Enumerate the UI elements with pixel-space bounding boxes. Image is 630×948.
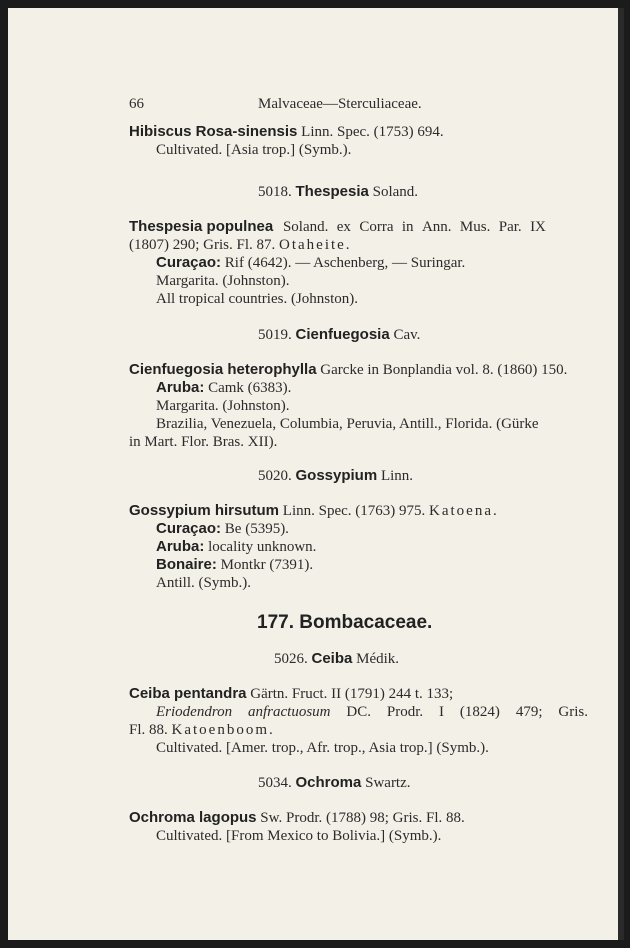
locality-label: Curaçao:	[156, 520, 222, 537]
family-heading-bombacaceae	[257, 612, 432, 634]
citation-word: (1824)	[459, 704, 500, 720]
distribution-line: Cultivated. [From Mexico to Bolivia.] (Symb.).	[156, 828, 442, 844]
genus-name: Ochroma	[295, 774, 362, 791]
citation-word: ex	[336, 219, 351, 235]
species-name: Thespesia populnea	[129, 218, 274, 235]
locality-text: Montkr (7391).	[216, 557, 314, 573]
citation: Linn. Spec. (1763) 975.	[279, 503, 430, 519]
book-page	[8, 8, 624, 940]
distribution-line: Antill. (Symb.).	[156, 575, 252, 591]
entry-hibiscus	[129, 123, 444, 141]
genus-name: Gossypium	[295, 467, 378, 484]
citation: Garcke in Bonplandia vol. 8. (1860) 150.	[316, 362, 568, 378]
distribution-line: Brazilia, Venezuela, Columbia, Peruvia, Antill., Florida. (Gürke	[156, 416, 539, 432]
genus-author: Soland.	[368, 184, 419, 200]
genus-author: Linn.	[377, 468, 414, 484]
citation: Gärtn. Fruct. II (1791) 244 t. 133;	[246, 686, 454, 702]
vernacular-name: Katoenboom.	[171, 722, 275, 738]
locality-line	[156, 254, 465, 272]
genus-heading-gossypium	[258, 467, 413, 485]
genus-author: Cav.	[389, 327, 421, 343]
citation-word: I	[439, 704, 445, 720]
distribution-line: Cultivated. [Amer. trop., Afr. trop., Asia trop.] (Symb.).	[156, 740, 489, 756]
locality-text: Camk (6383).	[204, 380, 292, 396]
synonym-line	[156, 703, 588, 721]
genus-name: Ceiba	[311, 650, 353, 667]
locality-label: Aruba:	[156, 538, 205, 555]
locality-line: Margarita. (Johnston).	[156, 273, 290, 289]
citation-word: Prodr.	[386, 704, 424, 720]
distribution-line: in Mart. Flor. Bras. XII).	[129, 434, 278, 450]
species-name: Cienfuegosia heterophylla	[129, 361, 317, 378]
citation-text: Fl. 88.	[129, 722, 172, 738]
locality-text: Be (5395).	[221, 521, 289, 537]
entry-gossypium	[129, 502, 499, 520]
vernacular-name: Katoena.	[429, 503, 499, 519]
genus-heading-ceiba	[274, 650, 399, 668]
genus-name: Thespesia	[295, 183, 369, 200]
vernacular-name: Otaheite.	[279, 237, 352, 253]
locality-text: locality unknown.	[204, 539, 317, 555]
locality-line	[156, 379, 291, 397]
locality-line	[156, 556, 313, 574]
family-name: Bombacaceae.	[299, 612, 433, 633]
genus-heading-ochroma	[258, 774, 411, 792]
citation-word: Mus.	[459, 219, 491, 235]
genus-author: Médik.	[352, 651, 400, 667]
citation-word: in	[401, 219, 414, 235]
citation: Sw. Prodr. (1788) 98; Gris. Fl. 88.	[256, 810, 465, 826]
synonym-genus: Eriodendron	[156, 704, 233, 720]
citation-word: Corra	[359, 219, 394, 235]
genus-number: 5020.	[258, 468, 292, 484]
family-number: 177.	[257, 612, 294, 633]
citation: Linn. Spec. (1753) 694.	[297, 124, 444, 140]
genus-name: Cienfuegosia	[295, 326, 390, 343]
citation-continued	[129, 721, 275, 739]
distribution-line: All tropical countries. (Johnston).	[156, 291, 359, 307]
locality-line: Margarita. (Johnston).	[156, 398, 290, 414]
citation-word: Par.	[498, 219, 522, 235]
citation-word: DC.	[346, 704, 371, 720]
citation-continued	[129, 236, 352, 254]
citation-word: 479;	[515, 704, 543, 720]
page-number: 66	[129, 96, 144, 112]
entry-ceiba	[129, 685, 453, 703]
genus-number: 5026.	[274, 651, 308, 667]
citation-word: Ann.	[421, 219, 452, 235]
species-name: Gossypium hirsutum	[129, 502, 280, 519]
citation-word: Gris.	[558, 704, 588, 720]
species-name: Hibiscus Rosa-sinensis	[129, 123, 298, 140]
locality-text: Rif (4642). — Aschenberg, — Suringar.	[221, 255, 466, 271]
running-title: Malvaceae—Sterculiaceae.	[258, 96, 422, 112]
locality-label: Aruba:	[156, 379, 205, 396]
genus-heading-cienfuegosia	[258, 326, 420, 344]
genus-number: 5019.	[258, 327, 292, 343]
citation-word: IX	[530, 219, 546, 235]
synonym-epithet: anfractuosum	[248, 704, 331, 720]
distribution-line: Cultivated. [Asia trop.] (Symb.).	[156, 142, 352, 158]
citation-text: (1807) 290; Gris. Fl. 87.	[129, 237, 279, 253]
genus-number: 5034.	[258, 775, 292, 791]
species-name: Ceiba pentandra	[129, 685, 247, 702]
genus-heading-thespesia	[258, 183, 418, 201]
locality-label: Curaçao:	[156, 254, 222, 271]
entry-thespesia	[129, 218, 546, 236]
entry-cienfuegosia	[129, 361, 567, 379]
genus-author: Swartz.	[361, 775, 411, 791]
entry-ochroma	[129, 809, 465, 827]
locality-label: Bonaire:	[156, 556, 217, 573]
citation-word: Soland.	[282, 219, 329, 235]
species-name: Ochroma lagopus	[129, 809, 257, 826]
genus-number: 5018.	[258, 184, 292, 200]
locality-line	[156, 520, 289, 538]
locality-line	[156, 538, 316, 556]
